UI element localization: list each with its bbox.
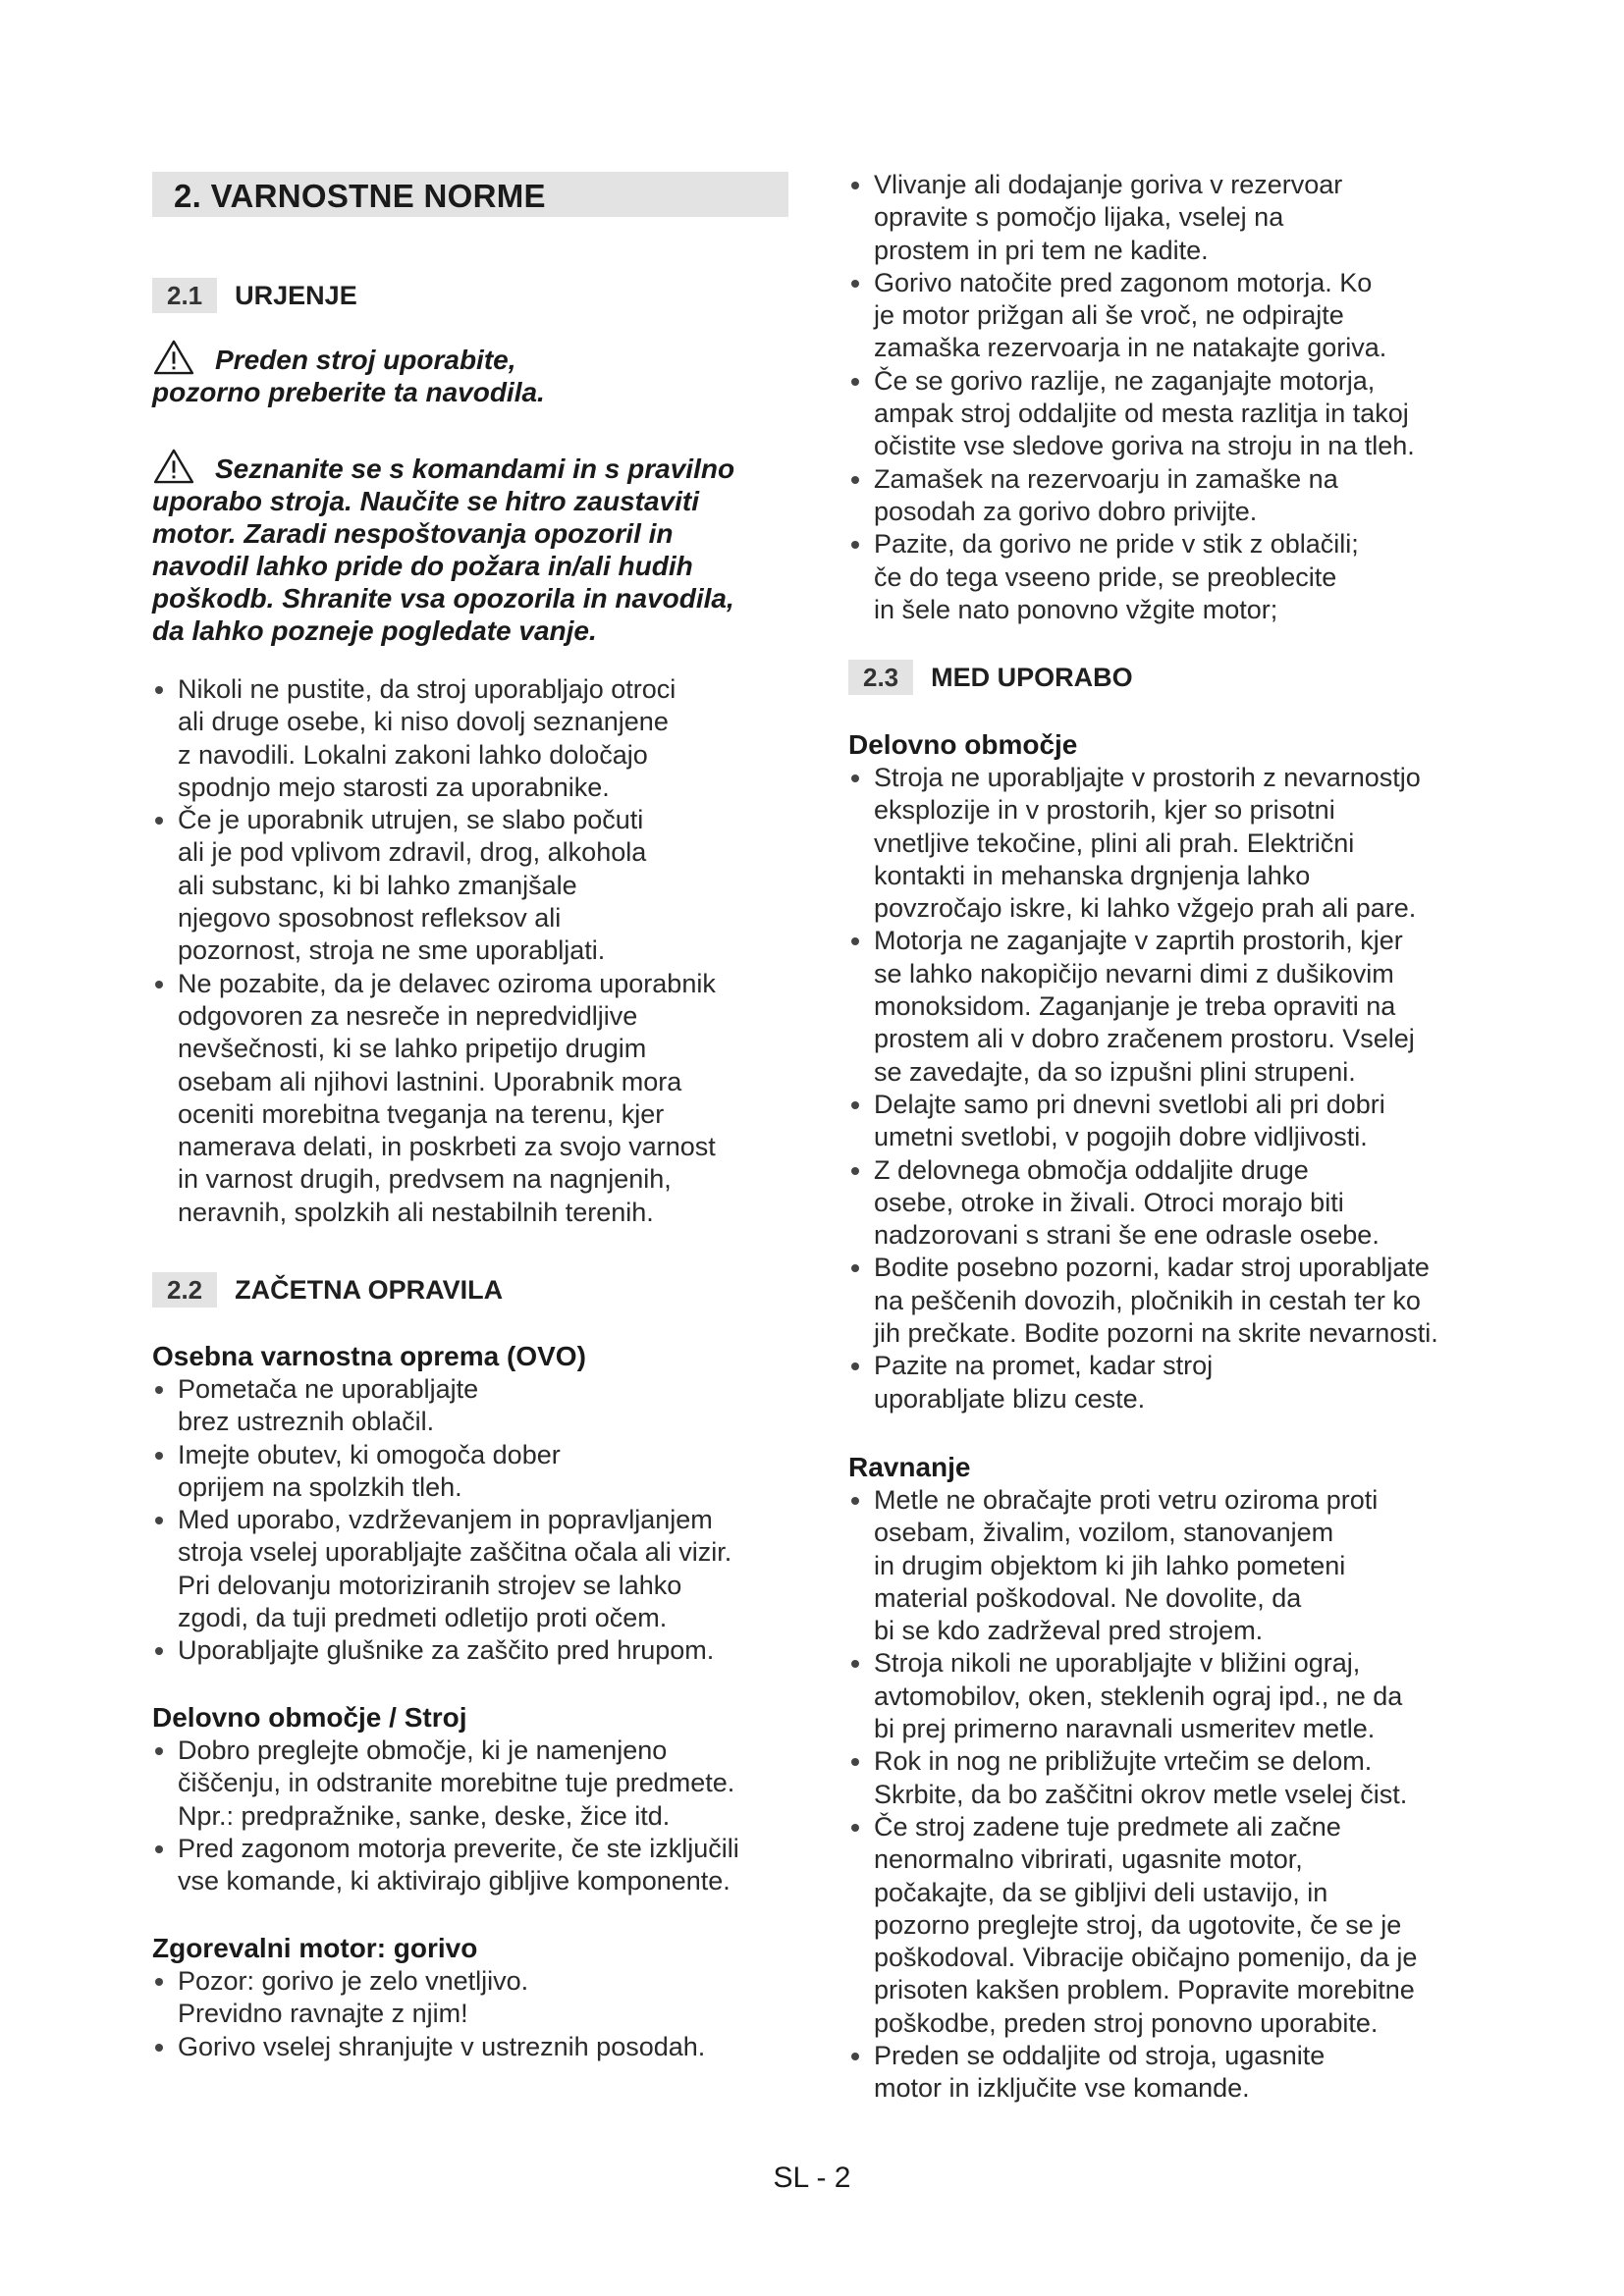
list-item-line: jih prečkate. Bodite pozorni na skrite nevarnosti. xyxy=(874,1318,1438,1349)
list-item-line: Pazite na promet, kadar stroj xyxy=(874,1351,1214,1381)
list-item-line: namerava delati, in poskrbeti za svojo varnost xyxy=(178,1132,716,1162)
ppe-list xyxy=(152,1373,790,1668)
list-item-line: Motorja ne zaganjajte v zaprtih prostorih, kjer xyxy=(874,926,1403,956)
list-item-line: se lahko nakopičijo nevarni dimi z dušikovim xyxy=(874,958,1394,988)
list-item-line: Stroja ne uporabljajte v prostorih z nevarnostjo xyxy=(874,763,1421,792)
list-item xyxy=(848,925,1487,1088)
list-item xyxy=(848,463,1487,529)
list-item-line: Pri delovanju motoriziranih strojev se lahko xyxy=(178,1570,682,1600)
section-title: URJENJE xyxy=(235,280,357,310)
list-item-line: oprijem na spolzkih tleh. xyxy=(178,1471,462,1502)
list-item-line: in varnost drugih, predvsem na nagnjenih, xyxy=(178,1164,672,1195)
list-item-line: ali substanc, ki bi lahko zmanjšale xyxy=(178,870,577,900)
list-item-line: bi se kdo zadrževal pred strojem. xyxy=(874,1616,1264,1646)
list-item xyxy=(152,2031,790,2063)
list-item-line: opravite s pomočjo lijaka, vselej na xyxy=(874,202,1284,233)
list-item xyxy=(152,673,790,804)
list-item xyxy=(152,968,790,1229)
list-item-line: pozorno preglejte stroj, da ugotovite, če se je xyxy=(874,1909,1402,1940)
list-item xyxy=(848,1647,1487,1745)
list-item-line: vse komande, ki aktivirajo gibljive komponente. xyxy=(178,1866,731,1896)
list-item-line: spodnjo mejo starosti za uporabnike. xyxy=(178,772,610,802)
list-item-line: prisoten kakšen problem. Popravite morebitne xyxy=(874,1975,1415,2005)
section-title: ZAČETNA OPRAVILA xyxy=(235,1274,504,1305)
list-item-line: neravnih, spolzkih ali nestabilnih terenih. xyxy=(178,1197,654,1227)
list-item xyxy=(848,1484,1487,1647)
list-item-line: monoksidom. Zaganjanje je treba opraviti na xyxy=(874,991,1396,1022)
section-heading-2-2 xyxy=(152,1272,503,1308)
list-item-line: Nikoli ne pustite, da stroj uporabljajo otroci xyxy=(178,674,677,704)
list-item-line: osebe, otroke in živali. Otroci morajo biti xyxy=(874,1187,1344,1217)
list-item xyxy=(848,267,1487,365)
list-item-line: Metle ne obračajte proti vetru oziroma proti xyxy=(874,1485,1379,1515)
list-item-line: zgodi, da tuji predmeti odletijo proti očem. xyxy=(178,1603,668,1633)
list-item-line: Dobro preglejte območje, ki je namenjeno xyxy=(178,1735,668,1765)
subheading-ppe: Osebna varnostna oprema (OVO) xyxy=(152,1341,586,1371)
list-item xyxy=(152,1965,790,2031)
list-item-line: Delajte samo pri dnevni svetlobi ali pri dobri xyxy=(874,1089,1385,1119)
list-item-line: prostem in pri tem ne kadite. xyxy=(874,235,1209,265)
list-item-line: nevšečnosti, ki se lahko pripetijo drugim xyxy=(178,1034,647,1064)
list-item-line: ali je pod vplivom zdravil, drog, alkohola xyxy=(178,837,647,868)
list-item xyxy=(152,804,790,967)
list-item xyxy=(152,1373,790,1439)
list-item-line: se zavedajte, da so izpušni plini strupeni. xyxy=(874,1056,1356,1087)
list-item-line: stroja vselej uporabljajte zaščitna očala ali vizir. xyxy=(178,1537,732,1568)
page-title-bar xyxy=(152,172,788,217)
list-item-line: Zamašek na rezervoarju in zamaške na xyxy=(874,463,1338,494)
page-title: 2. VARNOSTNE NORME xyxy=(174,178,546,214)
list-item-line: Stroja nikoli ne uporabljajte v bližini ograj, xyxy=(874,1648,1361,1679)
list-item-line: če do tega vseeno pride, se preoblecite xyxy=(874,561,1337,592)
warning-line: da lahko pozneje pogledate vanje. xyxy=(152,615,597,646)
list-item-line: je motor prižgan ali še vroč, ne odpirajte xyxy=(874,300,1344,331)
list-item-line: Gorivo natočite pred zagonom motorja. Ko xyxy=(874,267,1373,297)
fuel-list-left xyxy=(152,1965,790,2063)
warning-line: motor. Zaradi nespoštovanja opozoril in xyxy=(152,518,674,549)
list-item-line: bi prej primerno naravnali usmeritev metle. xyxy=(874,1714,1376,1744)
subheading-fuel: Zgorevalni motor: gorivo xyxy=(152,1933,478,1963)
fuel-list-right xyxy=(848,169,1487,626)
list-item xyxy=(848,528,1487,626)
list-item-line: ali druge osebe, ki niso dovolj seznanjene xyxy=(178,707,669,737)
warning-line: uporabo stroja. Naučite se hitro zaustaviti xyxy=(152,486,700,516)
list-item-line: vnetljive tekočine, plini ali prah. Električni xyxy=(874,828,1355,858)
section-number: 2.3 xyxy=(848,660,913,695)
list-item-line: in drugim objektom ki jih lahko pometeni xyxy=(874,1550,1346,1580)
list-item-line: čiščenju, in odstranite morebitne tuje predmete. xyxy=(178,1768,735,1798)
list-item-line: kontakti in mehanska drgnjenja lahko xyxy=(874,860,1311,890)
list-item-line: Previdno ravnajte z njim! xyxy=(178,1999,468,2029)
list-item-line: uporabljate blizu ceste. xyxy=(874,1383,1146,1414)
list-item-line: Pozor: gorivo je zelo vnetljivo. xyxy=(178,1966,529,1996)
list-item-line: Rok in nog ne približujte vrtečim se delom. xyxy=(874,1746,1373,1777)
list-item-line: z navodili. Lokalni zakoni lahko določajo xyxy=(178,739,648,770)
warning-triangle-icon xyxy=(152,340,195,375)
list-item-line: Imejte obutev, ki omogoča dober xyxy=(178,1439,561,1469)
list-item-line: Gorivo vselej shranjujte v ustreznih posodah. xyxy=(178,2031,706,2061)
list-item-line: očistite vse sledove goriva na stroju in na tleh. xyxy=(874,431,1415,461)
list-item-line: Pred zagonom motorja preverite, če ste izključili xyxy=(178,1833,739,1863)
list-item-line: Preden se oddaljite od stroja, ugasnite xyxy=(874,2041,1326,2071)
subheading-work-area-machine: Delovno območje / Stroj xyxy=(152,1702,467,1733)
list-item xyxy=(848,1350,1487,1415)
list-item xyxy=(152,1735,790,1833)
list-item-line: Skrbite, da bo zaščitni okrov metle vselej čist. xyxy=(874,1779,1408,1809)
warning-line: pozorno preberite ta navodila. xyxy=(152,377,545,407)
list-item-line: ampak stroj oddaljite od mesta razlitja in takoj xyxy=(874,399,1409,429)
warning-line: Preden stroj uporabite, xyxy=(215,345,516,375)
list-item-line: poškodoval. Vibracije običajno pomenijo, da je xyxy=(874,1943,1418,1973)
warning-line: Seznanite se s komandami in s pravilno xyxy=(215,454,735,484)
section-heading-2-1 xyxy=(152,278,357,313)
list-item-line: na peščenih dovozih, pločnikih in cestah ter ko xyxy=(874,1285,1421,1315)
list-item-line: Če je uporabnik utrujen, se slabo počuti xyxy=(178,805,644,835)
subheading-work-area: Delovno območje xyxy=(848,729,1078,760)
list-item-line: Ne pozabite, da je delavec oziroma uporabnik xyxy=(178,968,716,998)
list-item-line: povzročajo iskre, ki lahko vžgejo prah ali pare. xyxy=(874,893,1417,924)
warning-line: navodil lahko pride do požara in/ali hudih xyxy=(152,551,693,581)
list-item-line: poškodbe, preden stroj ponovno uporabite. xyxy=(874,2007,1379,2038)
list-item xyxy=(848,1154,1487,1253)
list-item-line: počakajte, da se gibljivi deli ustavijo, in xyxy=(874,1877,1328,1907)
list-item-line: Vlivanje ali dodajanje goriva v rezervoar xyxy=(874,170,1343,199)
list-item xyxy=(848,2040,1487,2106)
list-item-line: prostem ali v dobro zračenem prostoru. Vselej xyxy=(874,1024,1415,1054)
warning-controls xyxy=(152,449,795,647)
list-item-line: avtomobilov, oken, steklenih ograj ipd., ne da xyxy=(874,1681,1403,1711)
list-item-line: osebam, živalim, vozilom, stanovanjem xyxy=(874,1518,1334,1548)
list-item-line: Če stroj zadene tuje predmete ali začne xyxy=(874,1811,1341,1842)
section-number: 2.2 xyxy=(152,1272,217,1308)
list-item-line: material poškodoval. Ne dovolite, da xyxy=(874,1582,1302,1613)
list-item xyxy=(848,1089,1487,1154)
list-item xyxy=(848,1811,1487,2040)
list-item-line: odgovoren za nesreče in nepredvidljive xyxy=(178,1000,638,1031)
list-item-line: Pazite, da gorivo ne pride v stik z oblačili; xyxy=(874,529,1359,560)
subheading-handling: Ravnanje xyxy=(848,1452,971,1482)
list-item-line: Z delovnega območja oddaljite druge xyxy=(874,1154,1309,1185)
list-item xyxy=(152,1439,790,1505)
warning-line: poškodb. Shranite vsa opozorila in navodila, xyxy=(152,583,734,614)
list-item-line: in šele nato ponovno vžgite motor; xyxy=(874,594,1278,624)
list-item-line: Med uporabo, vzdrževanjem in popravljanjem xyxy=(178,1505,713,1535)
handling-list xyxy=(848,1484,1487,2106)
list-item xyxy=(152,1504,790,1634)
list-item-line: brez ustreznih oblačil. xyxy=(178,1407,435,1437)
list-item-line: Npr.: predpražnike, sanke, deske, žice itd. xyxy=(178,1800,671,1831)
list-item-line: motor in izključite vse komande. xyxy=(874,2073,1250,2104)
list-item-line: pozornost, stroja ne sme uporabljati. xyxy=(178,935,606,966)
list-item-line: Če se gorivo razlije, ne zaganjajte motorja, xyxy=(874,365,1376,396)
list-item-line: nadzorovani s strani še ene odrasle osebe. xyxy=(874,1220,1380,1251)
list-item xyxy=(848,365,1487,463)
page-number: SL - 2 xyxy=(773,2162,851,2194)
general-safety-list xyxy=(152,673,790,1229)
list-item-line: posodah za gorivo dobro privijte. xyxy=(874,496,1258,526)
list-item-line: eksplozije in v prostorih, kjer so prisotni xyxy=(874,795,1335,826)
list-item xyxy=(848,169,1487,267)
work-area-machine-list xyxy=(152,1735,790,1897)
list-item xyxy=(848,762,1487,925)
work-area-list xyxy=(848,762,1487,1415)
list-item xyxy=(848,1252,1487,1350)
list-item xyxy=(848,1745,1487,1811)
list-item-line: Pometača ne uporabljajte xyxy=(178,1374,479,1404)
list-item-line: njegovo sposobnost refleksov ali xyxy=(178,903,562,934)
section-number: 2.1 xyxy=(152,278,217,313)
warning-read-manual xyxy=(152,340,795,408)
list-item-line: nenormalno vibrirati, ugasnite motor, xyxy=(874,1844,1303,1875)
list-item-line: osebam ali njihovi lastnini. Uporabnik mora xyxy=(178,1066,682,1096)
section-heading-2-3 xyxy=(848,660,1133,695)
list-item xyxy=(152,1833,790,1898)
list-item-line: Uporabljajte glušnike za zaščito pred hrupom. xyxy=(178,1635,715,1666)
section-title: MED UPORABO xyxy=(931,662,1133,692)
warning-triangle-icon xyxy=(152,449,195,484)
list-item xyxy=(152,1634,790,1667)
list-item-line: umetni svetlobi, v pogojih dobre vidljivosti. xyxy=(874,1122,1368,1152)
list-item-line: Bodite posebno pozorni, kadar stroj uporabljate xyxy=(874,1253,1430,1283)
list-item-line: zamaška rezervoarja in ne natakajte goriva. xyxy=(874,333,1387,363)
list-item-line: oceniti morebitna tveganja na terenu, kjer xyxy=(178,1098,665,1129)
